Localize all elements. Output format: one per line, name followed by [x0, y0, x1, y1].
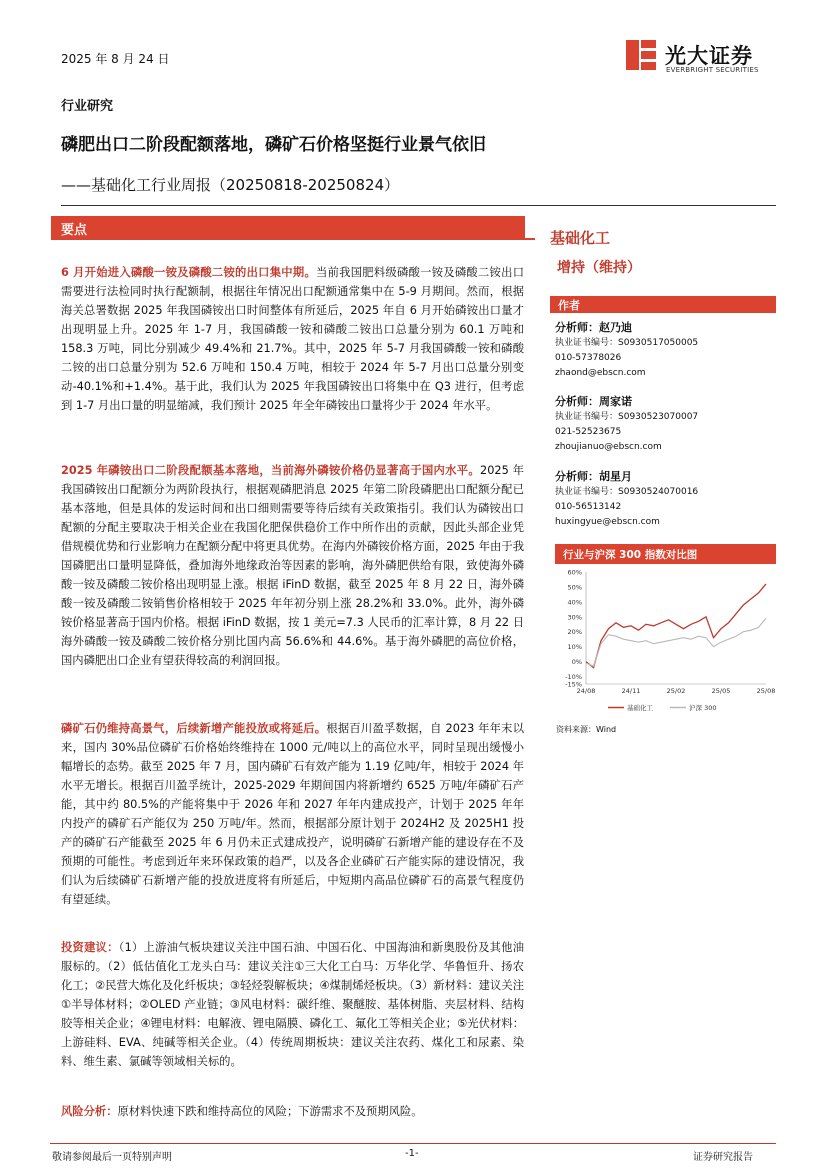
logo-english-name: EVERBRIGHT SECURITIES: [666, 66, 759, 74]
paragraph-body: 当前我国肥料级磷酸一铵及磷酸二铵出口需要进行法检同时执行配额制，根据往年情况出口配额通常集中在 5-9 月期间。然而，根据海关总署数据 2025 年我国磷铵出口时间整体有所延后，2025 年自 6 月开始磷铵出口量才出现明显上升。2025 年 1-7 月，我国磷酸一铵和磷酸二铵出口总量分别为 60.1 万吨和 158.3 万吨，同比分别减少 49.4%和 21.7%。其中，2025 年 5-7 月我国磷酸一铵和磷酸二铵的出口总量分别为 52.6 万吨和 150.4 万吨，相较于 2024 年 5-7 月出口总量分别变动-40.1%和+1.4%。基于此，我们认为 2025 年我国磷铵出口将集中在 Q3 进行，但考虑到 1-7 月出口量的明显缩减，我们预计 2025 年全年磷铵出口量将少于 2024 年水平。: [61, 266, 524, 412]
analyst-name: 分析师：胡星月: [555, 470, 632, 483]
paragraph-export-period: [61, 263, 524, 415]
x-tick-label: 25/02: [666, 687, 686, 695]
x-tick-label: 25/08: [756, 687, 776, 695]
paragraph-body: 2025 年我国磷铵出口配额分为两阶段执行，根据观磷肥消息 2025 年第二阶段磷肥出口配额分配已基本落地，但是具体的发运时间和出口细则需要等待后续有关政策指引。我们认为磷铵出口配额的分配主要取决于相关企业在我国化肥保供稳价工作中所作出的贡献，因此头部企业凭借规模优势和行业影响力在配额分配中将更具优势。在海内外磷铵价格方面，2025 年由于我国磷肥出口量明显降低，叠加海外地缘政治等因素的影响，海外磷肥供给有限，致使海外磷酸一铵及磷酸二铵价格出现明显上涨。根据 iFinD 数据，截至 2025 年 8 月 22 日，海外磷酸一铵及磷酸二铵销售价格相较于 2025 年年初分别上涨 28.2%和 33.0%。此外，海外磷铵价格显著高于国内价格。根据 iFinD 数据，按 1 美元=7.3 人民币的汇率计算，8 月 22 日海外磷酸一铵及磷酸二铵价格分别比国内高 56.6%和 44.6%。基于海外磷肥的高位价格，国内磷肥出口企业有望获得较高的利润回报。: [61, 464, 524, 667]
analyst-name: 分析师：赵乃迪: [555, 321, 632, 334]
authors-label: 作者: [558, 299, 580, 312]
x-tick-label: 25/05: [711, 687, 731, 695]
industry-name: 基础化工: [550, 229, 611, 247]
report-date: 2025 年 8 月 24 日: [61, 52, 170, 66]
paragraph-quota: [61, 461, 524, 670]
paragraph-highlight: 2025 年磷铵出口二阶段配额基本落地，当前海外磷铵价格仍显著高于国内水平。: [61, 464, 481, 477]
paragraph-highlight: 风险分析：: [61, 1105, 118, 1118]
analyst-phone: 021-52523675: [555, 427, 622, 437]
paragraph-phosphate-rock: [61, 719, 524, 909]
industry-rating: 增持（维持）: [557, 260, 641, 276]
analyst-cert: 执业证书编号：S0930517050005: [555, 338, 699, 348]
comparison-chart: [550, 566, 776, 716]
footer-divider: [50, 1143, 776, 1144]
paragraph-body: （1）上游油气板块建议关注中国石油、中国石化、中国海油和新奥股份及其他油服标的。（2）低估值化工龙头白马：建议关注①三大化工白马：万华化学、华鲁恒升、扬农化工；②民营大炼化及化纤板块；③轻烃裂解板块；④煤制烯烃板块。（3）新材料：建议关注①半导体材料；②OLED 产业链；③风电材料：碳纤维、聚醚胺、基体树脂、夹层材料、结构胶等相关企业；④锂电材料：电解液、锂电隔膜、磷化工、氟化工等相关企业；⑤光伏材料：上游硅料、EVA、纯碱等相关企业。（4）传统周期板块：建议关注农药、煤化工和尿素、染料、维生素、氯碱等领域相关标的。: [61, 941, 524, 1068]
y-tick-label: 50%: [567, 583, 582, 592]
paragraph-body: 根据百川盈孚数据，自 2023 年年末以来，国内 30%品位磷矿石价格始终维持在 1000 元/吨以上的高位水平，同时呈现出缓慢小幅增长的态势。截至 2025 年 7 月，国内磷矿石有效产能为 1.19 亿吨/年，相较于 2024 年水平无增长。根据百川盈孚统计，2025-2029 年期间国内将新增约 6525 万吨/年磷矿石产能，其中约 80.5%的产能将集中于 2026 年和 2027 年年内建成投产，计划于 2025 年年内投产的磷矿石产能仅为 250 万吨/年。然而，根据部分原计划于 2024H2 及 2025H1 投产的磷矿石产能截至 2025 年 6 月仍未正式建成投产，说明磷矿石新增产能的建设存在不及预期的可能性。考虑到近年来环保政策的趋严，以及各企业磷矿石产能实际的建设情况，我们认为后续磷矿石新增产能的投放进度将有所延后，中短期内高品位磷矿石的高景气程度仍有望延续。: [61, 722, 524, 906]
y-tick-label: -10%: [565, 673, 582, 682]
analyst-card: [555, 394, 775, 455]
analyst-email[interactable]: zhaond@ebscn.com: [555, 368, 646, 378]
section-header-bar: [51, 216, 525, 240]
y-tick-label: 20%: [567, 628, 582, 637]
legend-label: 基础化工: [627, 704, 653, 712]
chart-title: 行业与沪深 300 指数对比图: [563, 549, 698, 561]
x-tick-label: 24/08: [576, 687, 596, 695]
authors-header-bar: [550, 296, 776, 313]
analyst-phone: 010-57378026: [555, 353, 622, 363]
y-tick-label: 30%: [567, 613, 582, 622]
analyst-cert: 执业证书编号：S0930523070007: [555, 412, 699, 422]
paragraph-highlight: 6 月开始进入磷酸一铵及磷酸二铵的出口集中期。: [61, 266, 317, 279]
paragraph-body: 原材料快速下跌和维持高位的风险；下游需求不及预期风险。: [117, 1105, 423, 1118]
series-line-chemical: [586, 584, 766, 668]
paragraph-risk-analysis: [61, 1102, 524, 1121]
analyst-cert: 执业证书编号：S0930524070016: [555, 487, 699, 497]
analyst-name: 分析师：周家诺: [555, 395, 632, 408]
section-label: 要点: [61, 223, 88, 238]
logo-name: 光大证券: [665, 44, 753, 68]
analyst-phone: 010-56513142: [555, 502, 622, 512]
analyst-email[interactable]: huxingyue@ebscn.com: [555, 517, 660, 527]
section-divider: [525, 238, 535, 240]
paragraph-investment-advice: [61, 938, 524, 1071]
analyst-email[interactable]: zhoujianuo@ebscn.com: [555, 442, 662, 452]
y-tick-label: 40%: [567, 598, 582, 607]
title-divider: [61, 205, 776, 206]
y-tick-label: -15%: [565, 680, 582, 689]
legend-label: 沪深 300: [689, 704, 717, 712]
y-tick-label: 60%: [567, 568, 582, 577]
logo-icon: [624, 38, 658, 72]
y-tick-label: 0%: [571, 658, 582, 667]
chart-source: 资料来源：Wind: [556, 725, 617, 734]
paragraph-highlight: 磷矿石仍维持高景气，后续新增产能投放或将延后。: [61, 722, 327, 735]
paragraph-highlight: 投资建议：: [61, 941, 119, 954]
page-title: 磷肥出口二阶段配额落地，磷矿石价格坚挺行业景气依旧: [61, 135, 486, 155]
analyst-card: [555, 320, 775, 381]
page-subtitle: ——基础化工行业周报（20250818-20250824）: [61, 176, 400, 194]
footer-report-label: 证券研究报告: [693, 1152, 753, 1163]
y-tick-label: 10%: [567, 643, 582, 652]
footer-disclaimer: 敬请参阅最后一页特别声明: [52, 1152, 172, 1163]
analyst-card: [555, 469, 775, 530]
report-type: 行业研究: [61, 99, 114, 114]
x-tick-label: 24/11: [621, 687, 641, 695]
page-number: -1-: [405, 1148, 419, 1159]
